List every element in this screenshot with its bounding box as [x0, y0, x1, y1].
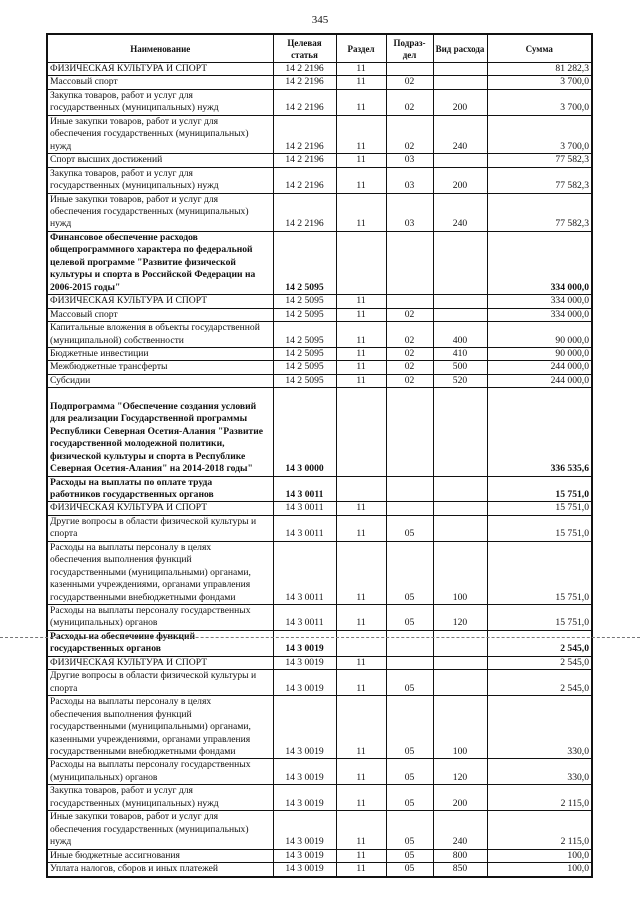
row-name-line: казенными учреждениями, органами управления — [50, 733, 251, 745]
row-name-line: Спорт высших достижений — [50, 154, 163, 166]
row-name-line: Северная Осетия-Алания" на 2014-2018 годы" — [50, 463, 253, 475]
row-name-line: Финансовое обеспечение расходов — [50, 231, 198, 243]
row-name — [47, 515, 273, 541]
row-name-line: Республики Северная Осетия-Алания "Развитие — [50, 425, 263, 437]
row-name-line: Подпрограмма "Обеспечение создания условий — [50, 400, 257, 412]
cell-subsection: 05 — [386, 759, 433, 785]
cell-subsection — [386, 630, 433, 656]
cell-amount: 330,0 — [487, 759, 592, 785]
table-row — [47, 515, 592, 541]
table-row — [47, 167, 592, 193]
cell-expense-type — [433, 231, 487, 294]
cell-expense-type: 240 — [433, 193, 487, 231]
cell-section: 11 — [336, 696, 386, 759]
cell-target-article: 14 3 0019 — [273, 811, 336, 849]
cell-amount: 334 000,0 — [487, 231, 592, 294]
table-row — [47, 849, 592, 862]
cell-subsection — [386, 295, 433, 308]
cell-amount: 81 282,3 — [487, 63, 592, 76]
cell-target-article: 14 2 2196 — [273, 167, 336, 193]
header-target-article: Целевая статья — [273, 34, 336, 63]
row-name — [47, 154, 273, 167]
row-name-line: Межбюджетные трансферты — [50, 361, 168, 373]
row-name-line: (муниципальных) органов — [50, 771, 158, 783]
row-name-line: Капитальные вложения в объекты государственной — [50, 322, 260, 334]
cell-amount: 3 700,0 — [487, 115, 592, 153]
cell-target-article: 14 2 2196 — [273, 89, 336, 115]
row-name — [47, 605, 273, 631]
row-name-line: Иные закупки товаров, работ и услуг для — [50, 193, 219, 205]
cell-amount: 3 700,0 — [487, 89, 592, 115]
cell-section: 11 — [336, 76, 386, 89]
row-name — [47, 476, 273, 502]
row-name — [47, 388, 273, 476]
row-name — [47, 374, 273, 387]
row-name — [47, 308, 273, 321]
cell-expense-type — [433, 63, 487, 76]
row-name-line: спорта — [50, 682, 78, 694]
cell-expense-type: 240 — [433, 811, 487, 849]
row-name-line: Иные бюджетные ассигнования — [50, 849, 180, 861]
row-name-line: нужд — [50, 836, 72, 848]
cell-target-article: 14 2 2196 — [273, 76, 336, 89]
cell-subsection: 05 — [386, 849, 433, 862]
cell-section: 11 — [336, 541, 386, 604]
table-row — [47, 115, 592, 153]
cell-section: 11 — [336, 89, 386, 115]
cell-subsection: 02 — [386, 308, 433, 321]
cell-expense-type: 850 — [433, 863, 487, 877]
cell-amount: 15 751,0 — [487, 502, 592, 515]
cell-amount: 15 751,0 — [487, 541, 592, 604]
row-name-line: Закупка товаров, работ и услуг для — [50, 785, 193, 797]
row-name-line: культуры и спорта в Российской Федерации на — [50, 269, 256, 281]
row-name-line: Расходы на выплаты персоналу в целях — [50, 541, 212, 553]
row-name-line: Субсидии — [50, 374, 91, 386]
cell-section: 11 — [336, 63, 386, 76]
cell-section — [336, 231, 386, 294]
cell-subsection: 02 — [386, 347, 433, 360]
table-row — [47, 308, 592, 321]
row-name — [47, 347, 273, 360]
cell-section: 11 — [336, 502, 386, 515]
cell-target-article: 14 3 0011 — [273, 476, 336, 502]
cell-target-article: 14 2 5095 — [273, 308, 336, 321]
row-name — [47, 295, 273, 308]
cell-expense-type: 800 — [433, 849, 487, 862]
header-amount: Сумма — [487, 34, 592, 63]
cell-subsection: 02 — [386, 89, 433, 115]
cell-target-article: 14 2 5095 — [273, 374, 336, 387]
row-name-line: Расходы на выплаты персоналу государственных — [50, 605, 251, 617]
cell-target-article: 14 3 0019 — [273, 759, 336, 785]
table-row — [47, 656, 592, 669]
cell-target-article: 14 3 0019 — [273, 670, 336, 696]
cell-section: 11 — [336, 811, 386, 849]
row-name-line: обеспечения выполнения функций — [50, 708, 192, 720]
cell-expense-type — [433, 154, 487, 167]
cell-target-article: 14 2 2196 — [273, 63, 336, 76]
row-name-line: целевой программе "Развитие физической — [50, 256, 236, 268]
cell-amount: 2 545,0 — [487, 670, 592, 696]
table-row — [47, 476, 592, 502]
table-row — [47, 231, 592, 294]
cell-subsection — [386, 231, 433, 294]
row-name-line: ФИЗИЧЕСКАЯ КУЛЬТУРА И СПОРТ — [50, 295, 208, 307]
row-name-line: казенными учреждениями, органами управления — [50, 579, 251, 591]
cell-target-article: 14 3 0011 — [273, 502, 336, 515]
row-name-line: физической культуры и спорта в Республике — [50, 450, 246, 462]
cell-amount: 77 582,3 — [487, 193, 592, 231]
cell-expense-type — [433, 76, 487, 89]
cell-section: 11 — [336, 193, 386, 231]
cell-target-article: 14 3 0011 — [273, 605, 336, 631]
table-row — [47, 605, 592, 631]
cell-expense-type — [433, 630, 487, 656]
cell-expense-type: 120 — [433, 759, 487, 785]
cell-amount: 2 115,0 — [487, 785, 592, 811]
cell-amount: 2 115,0 — [487, 811, 592, 849]
table-row — [47, 388, 592, 476]
scan-artifact-line — [0, 637, 640, 638]
header-section: Раздел — [336, 34, 386, 63]
cell-amount: 336 535,6 — [487, 388, 592, 476]
row-name — [47, 656, 273, 669]
cell-subsection: 05 — [386, 605, 433, 631]
row-name-line: обеспечения государственных (муниципальных) — [50, 205, 249, 217]
cell-amount: 77 582,3 — [487, 167, 592, 193]
cell-amount: 77 582,3 — [487, 154, 592, 167]
cell-subsection: 05 — [386, 811, 433, 849]
cell-section — [336, 476, 386, 502]
cell-amount: 3 700,0 — [487, 76, 592, 89]
cell-subsection: 02 — [386, 374, 433, 387]
cell-expense-type: 240 — [433, 115, 487, 153]
cell-target-article: 14 2 2196 — [273, 154, 336, 167]
row-name-line: Массовый спорт — [50, 308, 118, 320]
cell-target-article: 14 2 5095 — [273, 347, 336, 360]
row-name — [47, 541, 273, 604]
row-name-line: Иные закупки товаров, работ и услуг для — [50, 811, 219, 823]
cell-section: 11 — [336, 656, 386, 669]
row-name-line: государственных (муниципальных) нужд — [50, 180, 219, 192]
row-name — [47, 759, 273, 785]
row-name-line: 2006-2015 годы" — [50, 281, 121, 293]
cell-amount: 244 000,0 — [487, 374, 592, 387]
row-name — [47, 115, 273, 153]
row-name-line: Бюджетные инвестиции — [50, 347, 149, 359]
cell-target-article: 14 3 0000 — [273, 388, 336, 476]
cell-target-article: 14 2 5095 — [273, 322, 336, 348]
cell-section — [336, 630, 386, 656]
cell-expense-type: 200 — [433, 89, 487, 115]
row-name-line: нужд — [50, 218, 72, 230]
table-row — [47, 361, 592, 374]
cell-expense-type: 410 — [433, 347, 487, 360]
cell-expense-type — [433, 476, 487, 502]
row-name-line: государственных (муниципальных) нужд — [50, 102, 219, 114]
cell-subsection — [386, 656, 433, 669]
cell-target-article: 14 3 0019 — [273, 656, 336, 669]
row-name-line: Другие вопросы в области физической культуры и — [50, 670, 257, 682]
row-name-line: государственными (муниципальными) органами, — [50, 566, 251, 578]
cell-section: 11 — [336, 759, 386, 785]
cell-section: 11 — [336, 322, 386, 348]
table-row — [47, 696, 592, 759]
cell-subsection: 05 — [386, 515, 433, 541]
table-row — [47, 630, 592, 656]
cell-target-article: 14 3 0019 — [273, 696, 336, 759]
cell-expense-type: 100 — [433, 541, 487, 604]
cell-section: 11 — [336, 295, 386, 308]
row-name — [47, 193, 273, 231]
cell-amount: 15 751,0 — [487, 515, 592, 541]
row-name — [47, 785, 273, 811]
cell-amount: 334 000,0 — [487, 308, 592, 321]
table-row — [47, 374, 592, 387]
cell-section: 11 — [336, 374, 386, 387]
cell-target-article: 14 2 5095 — [273, 231, 336, 294]
cell-section: 11 — [336, 308, 386, 321]
table-row — [47, 347, 592, 360]
row-name — [47, 811, 273, 849]
row-name — [47, 76, 273, 89]
cell-expense-type: 500 — [433, 361, 487, 374]
row-name-line: Массовый спорт — [50, 76, 118, 88]
cell-target-article: 14 3 0011 — [273, 541, 336, 604]
row-name-line: обеспечения государственных (муниципальных) — [50, 128, 249, 140]
budget-table — [46, 33, 593, 878]
cell-subsection: 02 — [386, 115, 433, 153]
cell-section — [336, 388, 386, 476]
cell-subsection: 05 — [386, 785, 433, 811]
row-name — [47, 231, 273, 294]
cell-amount: 334 000,0 — [487, 295, 592, 308]
cell-section: 11 — [336, 863, 386, 877]
table-row — [47, 811, 592, 849]
cell-subsection — [386, 502, 433, 515]
cell-amount: 15 751,0 — [487, 605, 592, 631]
cell-subsection: 02 — [386, 76, 433, 89]
row-name-line: государственными внебюджетными фондами — [50, 591, 236, 603]
cell-section: 11 — [336, 670, 386, 696]
cell-section: 11 — [336, 167, 386, 193]
table-row — [47, 502, 592, 515]
row-name-line: работников государственных органов — [50, 488, 214, 500]
row-name-line: общепрограммного характера по федеральной — [50, 244, 253, 256]
row-name-line: обеспечения выполнения функций — [50, 554, 192, 566]
row-name-line: (муниципальной) собственности — [50, 334, 184, 346]
cell-expense-type: 120 — [433, 605, 487, 631]
cell-subsection: 05 — [386, 541, 433, 604]
row-name-line: государственных (муниципальных) нужд — [50, 797, 219, 809]
row-name — [47, 502, 273, 515]
row-name-line: Иные закупки товаров, работ и услуг для — [50, 115, 219, 127]
row-name-line: Расходы на выплаты по оплате труда — [50, 476, 213, 488]
cell-expense-type: 520 — [433, 374, 487, 387]
cell-target-article: 14 2 5095 — [273, 361, 336, 374]
cell-section: 11 — [336, 605, 386, 631]
row-name-line: ФИЗИЧЕСКАЯ КУЛЬТУРА И СПОРТ — [50, 502, 208, 514]
row-name — [47, 322, 273, 348]
row-name-line: Расходы на выплаты персоналу в целях — [50, 696, 212, 708]
cell-subsection: 05 — [386, 863, 433, 877]
cell-expense-type — [433, 670, 487, 696]
row-name-line: Закупка товаров, работ и услуг для — [50, 89, 193, 101]
cell-target-article: 14 2 5095 — [273, 295, 336, 308]
cell-subsection — [386, 388, 433, 476]
row-name-line: для реализации Государственной программы — [50, 413, 248, 425]
cell-amount: 90 000,0 — [487, 347, 592, 360]
cell-subsection: 05 — [386, 670, 433, 696]
cell-target-article: 14 3 0019 — [273, 849, 336, 862]
header-expense-type: Вид расхода — [433, 34, 487, 63]
cell-subsection: 03 — [386, 167, 433, 193]
table-row — [47, 89, 592, 115]
cell-subsection — [386, 476, 433, 502]
row-name — [47, 630, 273, 656]
row-name — [47, 863, 273, 877]
table-row — [47, 63, 592, 76]
row-name-line: ФИЗИЧЕСКАЯ КУЛЬТУРА И СПОРТ — [50, 656, 208, 668]
cell-subsection: 05 — [386, 696, 433, 759]
row-name-line: Уплата налогов, сборов и иных платежей — [50, 863, 219, 875]
cell-target-article: 14 3 0011 — [273, 515, 336, 541]
cell-section: 11 — [336, 515, 386, 541]
table-row — [47, 863, 592, 877]
row-name-line: Закупка товаров, работ и услуг для — [50, 167, 193, 179]
cell-amount: 15 751,0 — [487, 476, 592, 502]
row-name — [47, 849, 273, 862]
table-header-row — [47, 34, 592, 63]
cell-expense-type: 100 — [433, 696, 487, 759]
cell-subsection: 02 — [386, 361, 433, 374]
cell-subsection: 02 — [386, 322, 433, 348]
cell-expense-type: 400 — [433, 322, 487, 348]
cell-section: 11 — [336, 361, 386, 374]
cell-section: 11 — [336, 849, 386, 862]
cell-target-article: 14 2 2196 — [273, 115, 336, 153]
cell-expense-type — [433, 295, 487, 308]
table-row — [47, 785, 592, 811]
row-name — [47, 167, 273, 193]
cell-expense-type: 200 — [433, 785, 487, 811]
cell-section: 11 — [336, 347, 386, 360]
row-name-line: обеспечения государственных (муниципальных) — [50, 823, 249, 835]
cell-subsection — [386, 63, 433, 76]
cell-subsection: 03 — [386, 193, 433, 231]
row-name — [47, 361, 273, 374]
cell-target-article: 14 2 2196 — [273, 193, 336, 231]
row-name-line: нужд — [50, 140, 72, 152]
cell-amount: 244 000,0 — [487, 361, 592, 374]
row-name — [47, 670, 273, 696]
cell-expense-type — [433, 656, 487, 669]
cell-expense-type — [433, 502, 487, 515]
cell-section: 11 — [336, 115, 386, 153]
cell-expense-type — [433, 515, 487, 541]
table-row — [47, 670, 592, 696]
row-name-line: Другие вопросы в области физической культуры и — [50, 515, 257, 527]
row-name-line: государственных органов — [50, 643, 161, 655]
row-name-line: Расходы на выплаты персоналу государственных — [50, 759, 251, 771]
table-row — [47, 76, 592, 89]
cell-amount: 330,0 — [487, 696, 592, 759]
table-row — [47, 322, 592, 348]
cell-amount: 90 000,0 — [487, 322, 592, 348]
cell-section: 11 — [336, 154, 386, 167]
cell-section: 11 — [336, 785, 386, 811]
cell-target-article: 14 3 0019 — [273, 630, 336, 656]
row-name-line: государственными (муниципальными) органами, — [50, 721, 251, 733]
cell-amount: 2 545,0 — [487, 656, 592, 669]
header-name: Наименование — [47, 34, 273, 63]
page-number: 345 — [311, 14, 329, 26]
cell-target-article: 14 3 0019 — [273, 785, 336, 811]
table-row — [47, 193, 592, 231]
cell-amount: 100,0 — [487, 849, 592, 862]
row-name-line: государственными внебюджетными фондами — [50, 746, 236, 758]
header-subsection: Подраз-дел — [386, 34, 433, 63]
row-name-line: государственной молодежной политики, — [50, 438, 225, 450]
table-row — [47, 759, 592, 785]
row-name-line: Расходы на обеспечение функций — [50, 630, 196, 642]
row-name — [47, 63, 273, 76]
cell-subsection: 03 — [386, 154, 433, 167]
row-name — [47, 89, 273, 115]
cell-expense-type: 200 — [433, 167, 487, 193]
row-name-line: ФИЗИЧЕСКАЯ КУЛЬТУРА И СПОРТ — [50, 63, 208, 74]
cell-target-article: 14 3 0019 — [273, 863, 336, 877]
row-name — [47, 696, 273, 759]
table-row — [47, 154, 592, 167]
cell-expense-type — [433, 388, 487, 476]
cell-expense-type — [433, 308, 487, 321]
row-name-line: спорта — [50, 528, 78, 540]
cell-amount: 100,0 — [487, 863, 592, 877]
table-body — [47, 63, 592, 877]
table-row — [47, 295, 592, 308]
cell-amount: 2 545,0 — [487, 630, 592, 656]
table-row — [47, 541, 592, 604]
row-name-line: (муниципальных) органов — [50, 617, 158, 629]
